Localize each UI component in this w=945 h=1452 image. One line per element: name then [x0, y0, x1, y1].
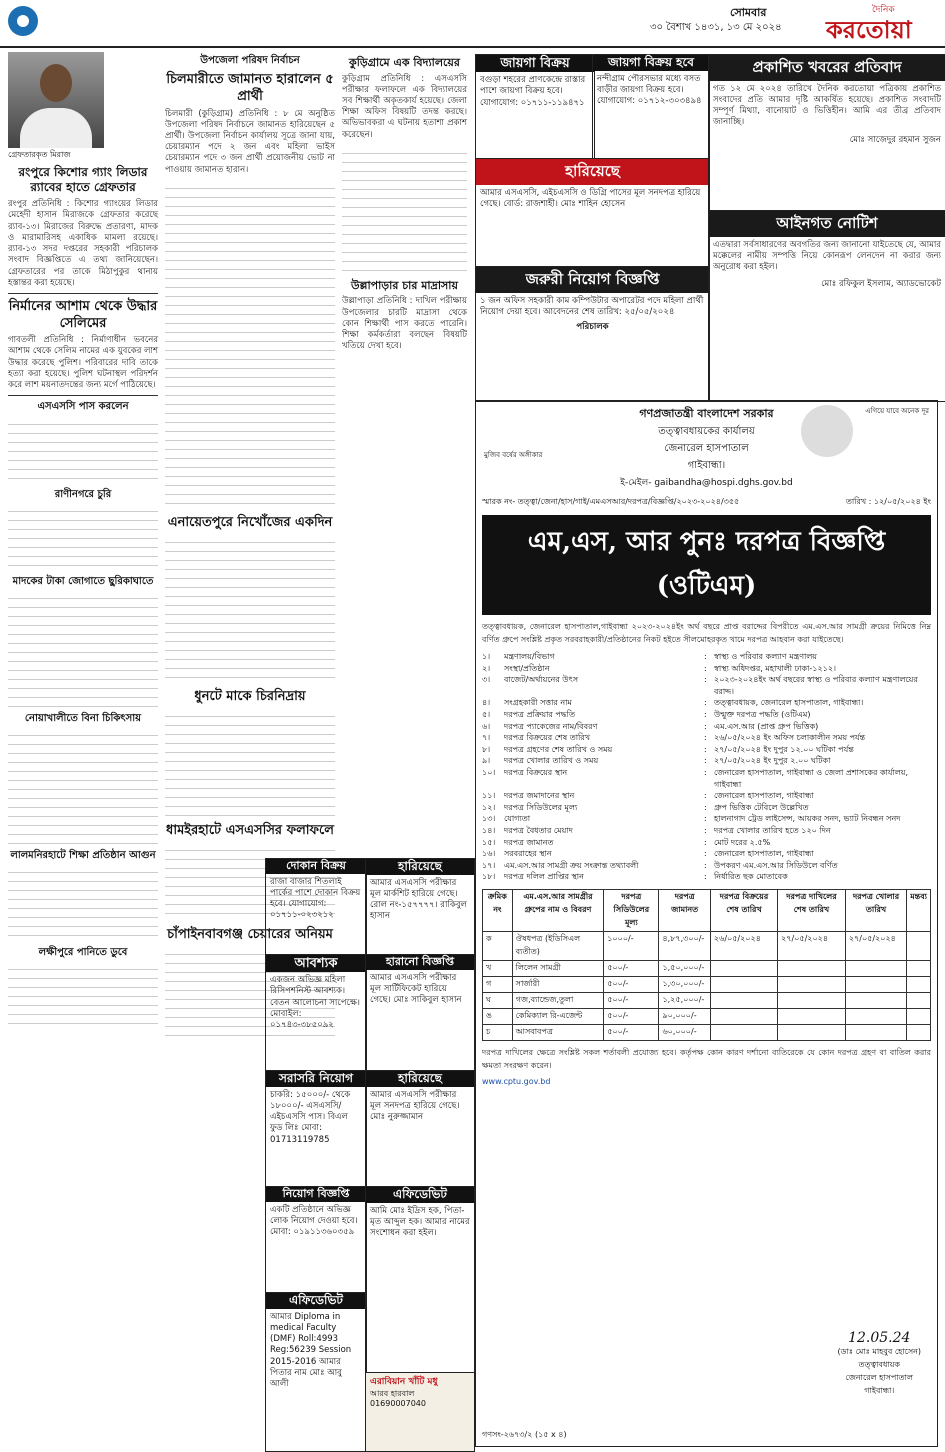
headline: লক্ষীপুরে পানিতে ডুবে — [38, 947, 128, 959]
tender-item-row — [482, 651, 931, 663]
item-number: ১১। — [482, 791, 496, 801]
tender-item-row — [482, 837, 931, 849]
item-value: গ্রুপ ভিত্তিক টেবিলে উল্লেখিত — [714, 802, 809, 812]
item-number: ১৬। — [482, 849, 496, 859]
item-key: দরপত্র জমাদানের স্থান — [504, 791, 575, 801]
ad-text: রাজা বাজার শিতলাই পার্কের পাশে দোকান বিক্রয় হবে। যোগাযোগ: ০১৭১১-০২৩২১২ — [270, 876, 361, 921]
headline: রাণীনগরে চুরি — [54, 488, 112, 500]
ad-title: হারিয়েছে — [476, 159, 709, 185]
item-key: দরপত্র জামানত — [504, 837, 554, 847]
item-value: ২৬/০৫/২০২৪ ইং অফিস চলাকালীন সময় পর্যন্ত — [714, 733, 866, 743]
item-key: দরপত্র খোলার তারিখ ও সময় — [504, 756, 599, 766]
table-cell — [710, 960, 777, 976]
table-cell — [778, 976, 846, 992]
headline: মাদকের টাকা জোগাতে ছুরিকাঘাতে — [12, 575, 154, 587]
table-cell: ১,৩০,০০০/- — [659, 976, 710, 992]
classified-land-sale — [475, 54, 595, 160]
item-colon: : — [704, 652, 707, 661]
item-key: দরপত্র বিক্রয়ের শেষ তারিখ — [504, 733, 590, 743]
classified-shop-sale — [265, 858, 367, 958]
table-cell — [778, 960, 846, 976]
tender-footer-note: দরপত্র দাখিলের ক্ষেত্রে সংশ্লিষ্ট সকল শর্তাবলী প্রযোজ্য হবে। কর্তৃপক্ষ কোন কারণ দর্শানো ব্যতিরেকে যে কোন দরপত্র গ্রহণ বা বাতিল করার ক্ষমতা সংরক্ষণ করেন। — [482, 1047, 931, 1070]
item-colon: : — [704, 860, 707, 870]
table-cell: ২৭/০৫/২০২৪ — [778, 931, 846, 960]
tender-items — [476, 649, 937, 885]
table-header: দরপত্র জামানত — [659, 889, 710, 931]
ad-text: আমার এসএসসি পরীক্ষার মূল সনদপত্র হারিয়ে গেছে। মোঃ নুরুজ্জামান — [370, 1089, 460, 1123]
item-colon: : — [704, 721, 707, 731]
tender-item-row — [482, 744, 931, 756]
headline: রংপুরে কিশোর গ্যাং লিডার র‍্যাবের হাতে গ্রেফতার — [18, 164, 148, 195]
tender-item-row — [482, 767, 931, 790]
ad-title: আবশ্যক — [266, 955, 366, 972]
item-value: ২০২৩-২০২৪ইং অর্থ বছরের স্বাস্থ্য ও পরিবার কল্যাণ মন্ত্রণালয়ের বরাদ্দ। — [714, 675, 918, 696]
item-colon: : — [704, 709, 707, 719]
masthead-paper-small: দৈনিক — [872, 5, 895, 15]
table-cell: গজ,ব্যান্ডেজ,তুলা — [512, 992, 604, 1008]
table-header: দরপত্র বিক্রয়ের শেষ তারিখ — [710, 889, 777, 931]
classified-needed — [265, 954, 367, 1074]
item-value: মোট দরের ২.৫% — [714, 837, 771, 847]
headline: কুড়িগ্রামে এক বিদ্যালয়ের — [349, 56, 460, 69]
tender-intro: তত্ত্বাবধায়ক, জেনারেল হাসপাতাল,গাইবান্ধা ২০২৩-২০২৪ইং অর্থ বছরে প্রাপ্ত বরাদ্দের বিপরীতে এম.এস.আর সামগ্রী ক্রয়ের নিমিত্তে নিম্ন বর্ণিত গ্রুপে সংশ্লিষ্ট প্রকৃত সরবরাহকারী/প্রতিষ্ঠানের নিকট হইতে সীলমোহরকৃত খামে দরপত্র আহবান করা যাইতেছে। — [482, 622, 931, 644]
item-colon: : — [704, 791, 707, 801]
table-cell — [907, 1024, 931, 1040]
ad-title: সরাসরি নিয়োগ — [266, 1071, 366, 1087]
item-colon: : — [704, 698, 707, 708]
tender-code: গণসং-২৬৭৩/২ (১৫ x ৪) — [482, 1430, 567, 1439]
tender-item-row — [482, 663, 931, 675]
table-cell: ১,৫০,০০০/- — [659, 960, 710, 976]
item-value: নির্ধারিত ছক মোতাবেক — [714, 872, 788, 882]
ad-title: হারিয়েছে — [366, 859, 474, 875]
item-colon: : — [704, 733, 707, 743]
item-value: জেনারেল হাসপাতাল, গাইবান্ধা ও জেলা প্রশাসকের কার্যালয়, গাইবান্ধা — [714, 767, 909, 789]
tender-item-row — [482, 860, 931, 872]
tender-item-row — [482, 871, 931, 883]
table-cell: ঙ — [483, 1008, 513, 1024]
headline: চাঁপাইনবাবগঞ্জ চেয়ারের অনিয়ম — [167, 927, 333, 943]
item-key: এম.এস.আর সামগ্রী ক্রয় সংক্রান্ত তথ্যাবলী — [504, 860, 639, 870]
masthead-day: সোমবার — [730, 6, 767, 19]
item-colon: : — [704, 663, 707, 673]
item-colon: : — [704, 767, 707, 777]
headline: এসএসসি পাস করলেন — [37, 401, 129, 413]
table-header: দরপত্র দাখিলের শেষ তারিখ — [778, 889, 846, 931]
ref-no: স্মারক নং- তত্ত্বা/জেনা/হাস/গাই/এমএসআর/দরপত্র/বিজ্ঞপ্তি/২০২৩-২০২৪/৩৫৫ — [482, 497, 740, 506]
table-header: মন্তব্য — [907, 889, 931, 931]
table-cell: ৯০,০০০/- — [659, 1008, 710, 1024]
headline: চিলমারীতে জামানত হারালেন ৫ প্রার্থী — [166, 72, 334, 105]
table-header: ক্রমিক নং — [483, 889, 513, 931]
table-row — [483, 992, 931, 1008]
table-row — [483, 976, 931, 992]
classified-lost-2 — [365, 858, 475, 958]
signature-block — [837, 1330, 921, 1398]
item-value: জেনারেল হাসপাতাল, গাইবান্ধা — [714, 791, 814, 801]
gov-line: গাইবান্ধা। — [687, 460, 726, 471]
table-cell — [778, 1024, 846, 1040]
masthead — [0, 0, 945, 48]
item-value: হালনাগাদ ট্রেড লাইসেন্স, আয়কর সনদ, ভ্যাট নিবন্ধন সনদ — [714, 814, 901, 824]
table-cell: ৫০০/- — [604, 992, 659, 1008]
item-number: ১৮। — [482, 872, 496, 882]
tender-item-row — [482, 825, 931, 837]
item-value: স্বাস্থ্য ও পরিবার কল্যাণ মন্ত্রণালয় — [714, 652, 818, 661]
tender-item-row — [482, 674, 931, 697]
table-cell: ৫০০/- — [604, 976, 659, 992]
item-number: ১০। — [482, 767, 496, 777]
item-key: দরপত্র প্রক্রিয়ার পদ্ধতি — [504, 709, 575, 719]
item-key: যোগ্যতা — [504, 814, 531, 824]
table-cell: সার্জারী — [512, 976, 604, 992]
tender-web-link[interactable]: www.cptu.gov.bd — [482, 1076, 551, 1086]
ad-title: এরাবিয়ান খাঁটি মধু — [370, 1377, 438, 1387]
ad-text: আরব হারবাল 01690007040 — [370, 1388, 426, 1409]
ad-title: প্রকাশিত খবরের প্রতিবাদ — [709, 55, 945, 81]
item-key: দরপত্র গ্রহণের শেষ তারিখ ও সময় — [504, 744, 613, 754]
item-key: দরপত্র বিক্রয়ের স্থান — [504, 767, 568, 777]
table-cell — [710, 976, 777, 992]
table-cell: ২৬/০৫/২০২৪ — [710, 931, 777, 960]
slogan-left: মুজিব বর্ষের অঙ্গীকার — [484, 451, 543, 459]
ad-title: নিয়োগ বিজ্ঞপ্তি — [266, 1187, 366, 1202]
gov-line: গণপ্রজাতন্ত্রী বাংলাদেশ সরকার — [639, 407, 774, 420]
table-cell: ৫০০/- — [604, 1024, 659, 1040]
item-value: ২৭/০৫/২০২৪ ইং দুপুর ২.০০ ঘটিকা — [714, 756, 831, 766]
table-cell — [845, 976, 906, 992]
table-cell: ১০০০/- — [604, 931, 659, 960]
tender-item-row — [482, 732, 931, 744]
item-number: ৪। — [482, 698, 491, 708]
ad-sign: মোঃ সাজেদুর রহমান সুজন — [849, 134, 941, 145]
table-cell — [845, 960, 906, 976]
item-key: সংস্থা/প্রতিষ্ঠান — [504, 663, 550, 673]
masthead-paper-name: করতোয়া — [826, 15, 912, 44]
item-value: তত্ত্বাবধায়ক, জেনারেল হাসপাতাল, গাইবান্ধা। — [714, 698, 864, 708]
mujib-portrait-icon — [801, 405, 853, 457]
table-cell — [710, 1008, 777, 1024]
table-cell — [845, 1008, 906, 1024]
tender-table — [482, 889, 931, 1041]
karatoa-logo-icon — [8, 6, 38, 36]
table-cell — [778, 1008, 846, 1024]
item-number: ৮। — [482, 744, 491, 754]
ad-text: আমার এসএসসি পরীক্ষার মূল মার্কশিট হারিয়ে গেছে। রোল নং-১৫৭৭৭৭। রাকিবুল হাসান — [370, 877, 467, 922]
table-header: দরপত্র সিডিউলের মূল্য — [604, 889, 659, 931]
table-header: দরপত্র খোলার তারিখ — [845, 889, 906, 931]
item-colon: : — [704, 872, 707, 882]
item-key: বাজেট/অর্থায়নের উৎস — [504, 675, 579, 685]
signature-title: তত্ত্বাবধায়ক — [858, 1360, 901, 1369]
ad-text: আমার Diploma in medical Faculty (DMF) Roll:4993 Reg:56239 Session 2015-2016 আমার পিতার নাম মোঃ আবু আলী — [270, 1311, 352, 1390]
classified-affidavit — [265, 1292, 367, 1452]
item-colon: : — [704, 814, 707, 824]
tender-item-row — [482, 721, 931, 733]
ad-sign: মোঃ রফিকুল ইসলাম, অ্যাডভোকেট — [821, 279, 941, 290]
tender-item-row — [482, 790, 931, 802]
column-3 — [342, 52, 467, 352]
item-colon: : — [704, 849, 707, 859]
table-cell: আসবাবপত্র — [512, 1024, 604, 1040]
classified-missing — [365, 954, 475, 1074]
protest-notice — [708, 54, 945, 212]
item-number: ১৫। — [482, 837, 496, 847]
ad-title: আইনগত নোটিশ — [709, 211, 945, 237]
ad-text: বগুড়া শহরের প্রাণকেন্দ্রে রাস্তার পাশে জায়গা বিক্রয় হবে। যোগাযোগ: ০১৭১১-১১৯৪৭১ — [480, 75, 586, 108]
item-key: দরপত্র প্যাকেজের নাম/বিবরণ — [504, 721, 598, 731]
item-colon: : — [704, 825, 707, 835]
tender-item-row — [482, 755, 931, 767]
table-cell — [710, 1024, 777, 1040]
ad-text: আমি মোঃ ইদ্রিস হক, পিতা-মৃত আব্দুল হক। আমার নামের সংশোধন করা হইল। — [370, 1205, 470, 1239]
item-key: সংগ্রহকারী সত্তার নাম — [504, 698, 572, 708]
item-number: ১৪। — [482, 825, 496, 835]
legal-notice — [708, 210, 945, 402]
column-1 — [8, 52, 158, 1031]
item-number: ৯। — [482, 756, 491, 766]
slogan-right: এগিয়ে যাবে অনেক দূর — [865, 407, 929, 415]
ad-title: হারিয়েছে — [366, 1071, 474, 1087]
tender-item-row — [482, 848, 931, 860]
tender-item-row — [482, 697, 931, 709]
item-number: ৬। — [482, 721, 491, 731]
table-row — [483, 1024, 931, 1040]
ad-title: এফিডেভিট — [266, 1293, 366, 1309]
classified-direct-recruit — [265, 1070, 367, 1190]
item-colon: : — [704, 756, 707, 766]
classifieds-block — [265, 858, 470, 1445]
table-cell — [907, 1008, 931, 1024]
classified-job — [265, 1186, 367, 1296]
masthead-date: ৩০ বৈশাখ ১৪৩১, ১৩ মে ২০২৪ — [650, 22, 782, 33]
ad-text: আমার এসএসসি, এইচএসসি ও ডিগ্রি পাসের মূল সনদপত্র হারিয়ে গেছে। বোর্ড: রাজশাহী। মোঃ শাহিন হোসেন — [480, 187, 701, 210]
table-row — [483, 1008, 931, 1024]
ad-title: জরুরী নিয়োগ বিজ্ঞপ্তি — [476, 267, 709, 293]
tender-notice — [475, 400, 938, 1447]
item-number: ১৩। — [482, 814, 496, 824]
article-body: কুড়িগ্রাম প্রতিনিধি : এসএসসি পরীক্ষার ফলাফলে এক বিদ্যালয়ের সব শিক্ষার্থী অকৃতকার্য হয়েছে। জেলা শিক্ষা অফিস বিষয়টি তদন্ত করছে। অভিভাবকরা এ ঘটনায় হতাশা প্রকাশ করেছেন। — [342, 73, 467, 140]
item-colon: : — [704, 802, 707, 812]
ad-text: গত ১২ মে ২০২৪ তারিখে দৈনিক করতোয়া পত্রিকায় প্রকাশিত সংবাদের প্রতি আমার দৃষ্টি আকর্ষিত হয়েছে। প্রকাশিত সংবাদটি সম্পূর্ণ মিথ্যা, বানোয়াট ও ভিত্তিহীন। আমি এর তীব্র প্রতিবাদ জানাচ্ছি। — [713, 83, 941, 128]
classified-lost — [475, 158, 710, 268]
table-cell — [710, 992, 777, 1008]
table-cell: ঘ — [483, 992, 513, 1008]
ad-text: আমার এসএসসি পরীক্ষার মূল সার্টিফিকেট হারিয়ে গেছে। মোঃ সাকিবুল হাসান — [370, 972, 462, 1005]
table-cell: লিলেন সামগ্রী — [512, 960, 604, 976]
headline: লালমনিরহাটে শিক্ষা প্রতিষ্ঠান আগুন — [10, 850, 156, 862]
item-colon: : — [704, 837, 707, 847]
item-value: উন্মুক্ত দরপত্র পদ্ধতি (ওটিএম) — [714, 709, 811, 719]
kicker: উপজেলা পরিষদ নির্বাচন — [200, 55, 300, 66]
ad-title: জায়গা বিক্রয় হবে — [593, 55, 709, 71]
ad-text: একটি প্রতিষ্ঠানে অভিজ্ঞ লোক নিয়োগ দেওয়া হবে। মোবা: ০১৯১১৩৬০৩৫৯ — [270, 1204, 358, 1237]
tender-item-row — [482, 813, 931, 825]
item-number: ৫। — [482, 709, 491, 719]
table-cell — [907, 976, 931, 992]
news-photo — [8, 52, 104, 148]
ad-title: দোকান বিক্রয় — [266, 859, 366, 874]
classified-affidavit-2 — [365, 1186, 475, 1376]
ad-text: ১ জন অফিস সহকারী কাম কম্পিউটার অপারেটর পদে মহিলা প্রার্থী নিয়োগ দেয়া হবে। আবেদনের শেষ তারিখ: ২৫/০৫/২০২৪ — [480, 295, 704, 318]
item-key: মন্ত্রণালয়/বিভাগ — [504, 652, 555, 661]
headline: এনায়েতপুরে নিখোঁজের একদিন — [167, 514, 333, 530]
table-row — [483, 931, 931, 960]
ref-date: তারিখ : ১২/০৫/২০২৪ ইং — [845, 497, 931, 506]
headline: ধামইরহাটে এসএসসির ফলাফলে — [166, 823, 334, 839]
item-value: জেনারেল হাসপাতাল, গাইবান্ধা — [714, 849, 814, 859]
item-key: দরপত্র বৈধতার মেয়াদ — [504, 825, 573, 835]
table-cell — [907, 931, 931, 960]
ad-text: নন্দীগ্রাম পৌরসভার মধ্যে বসত বাড়ীর জায়গা বিক্রয় হবে। যোগাযোগ: ০১৭১২-৩০৩৪৯৪ — [597, 73, 702, 107]
item-key: দরপত্র দলিল প্রাপ্তির স্থান — [504, 872, 584, 882]
item-number: ২। — [482, 663, 491, 673]
table-cell: কেমিক্যাল রি-এজেন্ট — [512, 1008, 604, 1024]
article-body: রংপুর প্রতিনিধি : কিশোর গ্যাংয়ের লিডার মেহেদী হাসান মিরাজকে গ্রেফতার করেছে র‍্যাব-১৩। মিরাজের বিরুদ্ধে প্রতারণা, মাদক ও মারামারিসহ একাধিক মামলা রয়েছে। র‍্যাব-১৩ সদর দপ্তরের সহকারী পরিচালক সংবাদ বিজ্ঞপ্তিতে এ তথ্য জানিয়েছেন। গ্রেফতারের পর তাকে মিঠাপুকুর থানায় হস্তান্তর করা হয়েছে। — [8, 199, 158, 288]
table-header: এম.এস.আর সামগ্রীর গ্রুপের নাম ও বিবরণ — [512, 889, 604, 931]
item-colon: : — [704, 744, 707, 754]
headline: উল্লাপাড়ার চার মাদ্রাসায় — [351, 278, 458, 292]
headline: ধুনটে মাকে চিরনিদ্রায় — [194, 688, 306, 704]
photo-caption: গ্রেফতারকৃত মিরাজ — [8, 150, 71, 159]
table-cell: ৪,৮৭,৩০০/- — [659, 931, 710, 960]
recruitment-notice — [475, 266, 710, 402]
tender-email: ই-মেইল- gaibandha@hospi.dghs.gov.bd — [620, 478, 793, 488]
table-cell — [845, 1024, 906, 1040]
article-body: উল্লাপাড়া প্রতিনিধি : দাখিল পরীক্ষায় উপজেলার চারটি মাদ্রাসা থেকে কোন শিক্ষার্থী পাস করতে পারেনি। শিক্ষা কর্মকর্তারা বলছেন বিষয়টি খতিয়ে দেখা হবে। — [342, 296, 467, 352]
tender-item-row — [482, 709, 931, 721]
classified-herbal — [365, 1372, 475, 1452]
table-cell: ৫০০/- — [604, 1008, 659, 1024]
item-colon: : — [704, 675, 707, 685]
table-cell — [907, 992, 931, 1008]
gov-line: জেনারেল হাসপাতাল — [664, 443, 749, 454]
signature-place: গাইবান্ধা। — [864, 1386, 895, 1395]
table-cell: গ — [483, 976, 513, 992]
headline: নোয়াখালীতে বিনা চিকিৎসায় — [24, 712, 142, 724]
table-cell: ক — [483, 931, 513, 960]
ad-text: একজন অভিজ্ঞ মহিলা রিসিপশনিস্ট আবশ্যক। বেতন আলোচনা সাপেক্ষে। মোবাইল: ০১৭৪৩-৩৮৫০৯২ — [270, 975, 360, 1031]
signature-org: জেনারেল হাসপাতাল — [845, 1373, 913, 1382]
item-number: ১। — [482, 652, 491, 661]
item-number: ৩। — [482, 675, 491, 685]
ad-text: এতদ্বারা সর্বসাধারণের অবগতির জন্য জানানো যাইতেছে যে, আমার মক্কেলের নামীয় সম্পত্তি নিয়ে কোনরূপ লেনদেন না করার জন্য অনুরোধ করা হইল। — [713, 239, 941, 273]
item-value: স্বাস্থ্য অধিদপ্তর, মহাখালী ঢাকা-১২১২। — [714, 663, 836, 673]
item-value: এম.এস.আর (প্রাপ্ত গ্রুপ ভিত্তিক) — [714, 721, 819, 731]
ad-text: চাকরি: ১৫০০০/- থেকে ১৮০০০/- এসএসসি/এইচএসসি পাস। বিএল ফুড লিঃ মোবা: 01713119785 — [270, 1089, 351, 1145]
signature-name: (ডাঃ মোঃ মাহবুব হোসেন) — [837, 1347, 921, 1356]
ad-title: হারানো বিজ্ঞপ্তি — [366, 955, 474, 970]
headline: নির্মানের আশাম থেকে উদ্ধার সেলিমের — [8, 298, 158, 332]
ad-title: এফিডেভিট — [366, 1187, 474, 1203]
table-cell: ২৭/০৫/২০২৪ — [845, 931, 906, 960]
table-cell: ৬০,০০০/- — [659, 1024, 710, 1040]
table-cell — [845, 992, 906, 1008]
item-value: ২৭/০৫/২০২৪ ইং দুপুর ১২.০০ ঘটিকা পর্যন্ত — [714, 744, 854, 754]
item-number: ৭। — [482, 733, 491, 743]
article-body: চিলমারী (কুড়িগ্রাম) প্রতিনিধি : ৮ মে অনুষ্ঠিত উপজেলা পরিষদ নির্বাচনে জামানত হারিয়েছেন ৫ প্রার্থী। উপজেলা নির্বাচন কার্যালয় সূত্রে জানা যায়, চেয়ারম্যান পদে ২ জন এবং মহিলা ভাইস চেয়ারম্যান পদে ৩ জন প্রার্থী প্রয়োজনীয় ভোট না পাওয়ায় জামানত হারান। — [165, 108, 335, 175]
gov-line: তত্ত্বাবধায়কের কার্যালয় — [658, 426, 755, 437]
tender-item-row — [482, 802, 931, 814]
classified-land-sale-2 — [592, 54, 710, 160]
table-cell: ঔষধপত্র (ইডিসিএল ব্যতীত) — [512, 931, 604, 960]
item-value: দরপত্র খোলার তারিখ হতে ১২০ দিন — [714, 825, 831, 835]
table-cell — [907, 960, 931, 976]
table-cell: ১,২৫,০০০/- — [659, 992, 710, 1008]
tender-title: এম,এস, আর পুনঃ দরপত্র বিজ্ঞপ্তি (ওটিএম) — [482, 515, 931, 615]
item-number: ১৭। — [482, 860, 496, 870]
item-value: উপকরণ এম.এস.আর সিডিউলে বর্ণিত — [714, 860, 838, 870]
table-cell: ৫০০/- — [604, 960, 659, 976]
table-cell: খ — [483, 960, 513, 976]
item-key: সরবরাহের স্থান — [504, 849, 552, 859]
table-cell: চ — [483, 1024, 513, 1040]
ad-sign: পরিচালক — [576, 322, 609, 333]
table-row — [483, 960, 931, 976]
article-body: গাবতলী প্রতিনিধি : নির্মাণাধীন ভবনের আশাম থেকে সেলিম নামের এক যুবকের লাশ উদ্ধার করেছে পুলিশ। পরিবারের দাবি তাকে হত্যা করা হয়েছে। পুলিশ ঘটনাস্থল পরিদর্শন করে লাশ ময়নাতদন্তের জন্য মর্গে পাঠিয়েছে। — [8, 335, 158, 391]
item-key: দরপত্র সিডিউলের মূল্য — [504, 802, 578, 812]
item-number: ১২। — [482, 802, 496, 812]
signature-date: 12.05.24 — [848, 1330, 911, 1346]
ad-title: জায়গা বিক্রয় — [476, 55, 594, 72]
classified-lost-3 — [365, 1070, 475, 1190]
table-cell — [778, 992, 846, 1008]
